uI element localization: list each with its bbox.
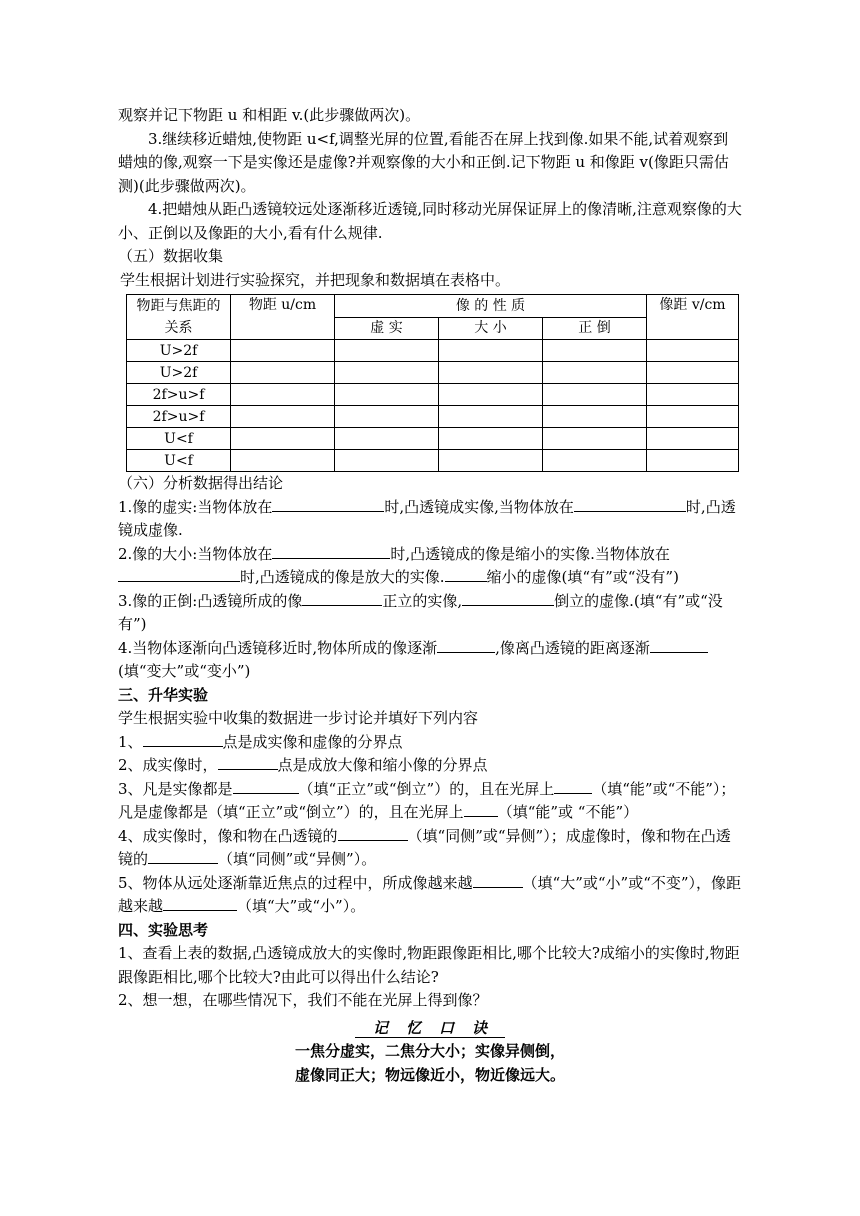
conclusion-2: 2.像的大小:当物体放在 时,凸透镜成的像是缩小的实像.当物体放在时,凸透镜成的像是放大的实像. 缩小的虚像(填“有”或“没有”) xyxy=(118,544,679,586)
header-orientation: 正 倒 xyxy=(543,317,647,340)
header-size: 大 小 xyxy=(439,317,543,340)
table-row xyxy=(127,406,739,428)
cell-orient[interactable] xyxy=(543,384,647,406)
cell-size[interactable] xyxy=(439,384,543,406)
blank[interactable] xyxy=(218,754,278,770)
conclusion-3: 3.像的正倒:凸透镜所成的像 正立的实像, 倒立的虚像.(填“有”或“没有”) xyxy=(118,591,723,633)
header-object-distance: 物距 u/cm xyxy=(231,295,335,340)
cell-size[interactable] xyxy=(439,428,543,450)
sublime-2: 2、成实像时， 点是成放大像和缩小像的分界点 xyxy=(118,756,488,774)
motto-title: 记忆口诀 xyxy=(118,1017,742,1041)
cell-orient[interactable] xyxy=(543,428,647,450)
blank[interactable] xyxy=(143,731,223,747)
table-row xyxy=(127,428,739,450)
row-condition: 2f>u>f xyxy=(127,384,231,406)
section-3-text: 学生根据实验中收集的数据进一步讨论并填好下列内容 xyxy=(118,709,479,727)
cell-size[interactable] xyxy=(439,362,543,384)
header-image-nature: 像 的 性 质 xyxy=(335,295,647,318)
blank[interactable] xyxy=(302,590,382,606)
cell-v[interactable] xyxy=(647,340,739,362)
blank[interactable] xyxy=(462,590,554,606)
sublime-4: 4、成实像时，像和物在凸透镜的 （填“同侧”或“异侧”）；成虚像时，像和物在凸透镜的 （填“同侧”或“异侧”）。 xyxy=(118,826,731,868)
blank[interactable] xyxy=(233,778,299,794)
worksheet-content xyxy=(118,104,742,1087)
blank[interactable] xyxy=(118,566,240,582)
cell-orient[interactable] xyxy=(543,450,647,472)
section-6-title: （六）分析数据得出结论 xyxy=(118,474,284,492)
section-5-title: （五）数据收集 xyxy=(118,247,224,265)
header-real-virtual: 虚 实 xyxy=(335,317,439,340)
blank[interactable] xyxy=(554,778,592,794)
row-condition: U<f xyxy=(127,428,231,450)
cell-v[interactable] xyxy=(647,450,739,472)
cell-real[interactable] xyxy=(335,450,439,472)
sublime-1: 1、 点是成实像和虚像的分界点 xyxy=(118,732,403,751)
cell-v[interactable] xyxy=(647,362,739,384)
table-row xyxy=(127,450,739,472)
conclusion-4: 4.当物体逐渐向凸透镜移近时,物体所成的像逐渐 ,像离凸透镜的距离逐渐(填“变大”或“变小”) xyxy=(118,637,742,684)
step-3: 3.继续移近蜡烛,使物距 u<f,调整光屏的位置,看能否在屏上找到像.如果不能,试着观察到蜡烛的像,观察一下是实像还是虚像?并观察像的大小和正倒.记下物距 u 和像距 v(像距只需估测)(此步骤做两次)。 xyxy=(118,129,729,195)
cell-v[interactable] xyxy=(647,384,739,406)
blank[interactable] xyxy=(650,637,708,653)
cell-real[interactable] xyxy=(335,428,439,450)
cell-u[interactable] xyxy=(231,362,335,384)
cell-orient[interactable] xyxy=(543,340,647,362)
cell-size[interactable] xyxy=(439,340,543,362)
question-1: 1、查看上表的数据,凸透镜成放大的实像时,物距跟像距相比,哪个比较大?成缩小的实像时,物距跟像距相比,哪个比较大?由此可以得出什么结论? xyxy=(118,944,740,986)
sublime-3: 3、凡是实像都是 （填“正立”或“倒立”）的，且在光屏上 （填“能”或“不能”）；凡是虚像都是（填“正立”或“倒立”）的，且在光屏上 （填“能”或 “不能”） xyxy=(118,779,736,821)
blank[interactable] xyxy=(163,895,237,911)
blank[interactable] xyxy=(437,637,495,653)
question-2: 2、想一想，在哪些情况下，我们不能在光屏上得到像？ xyxy=(118,991,488,1009)
blank[interactable] xyxy=(272,543,390,559)
step-4: 4.把蜡烛从距凸透镜较远处逐渐移近透镜,同时移动光屏保证屏上的像清晰,注意观察像的大小、正倒以及像距的大小,看有什么规律. xyxy=(118,200,742,242)
header-relation: 物距与焦距的关系 xyxy=(127,295,231,340)
cell-real[interactable] xyxy=(335,340,439,362)
cell-u[interactable] xyxy=(231,428,335,450)
row-condition: U>2f xyxy=(127,340,231,362)
motto-line-2: 虚像同正大；物远像近小，物近像远大。 xyxy=(294,1065,565,1084)
cell-u[interactable] xyxy=(231,340,335,362)
blank[interactable] xyxy=(464,801,498,817)
motto-line-1: 一焦分虚实，二焦分大小；实像异侧倒， xyxy=(294,1042,565,1060)
cell-size[interactable] xyxy=(439,406,543,428)
row-condition: U<f xyxy=(127,450,231,472)
section-5-text: 学生根据计划进行实验探究，并把现象和数据填在表格中。 xyxy=(120,270,511,289)
blank[interactable] xyxy=(338,825,408,841)
row-condition: U>2f xyxy=(127,362,231,384)
table-row xyxy=(127,384,739,406)
conclusion-1: 1.像的虚实:当物体放在 时,凸透镜成实像,当物体放在 时,凸透镜成虚像. xyxy=(118,497,736,539)
section-4-title: 四、实验思考 xyxy=(118,920,209,939)
blank[interactable] xyxy=(574,496,686,512)
cell-u[interactable] xyxy=(231,384,335,406)
intro-continuation: 观察并记下物距 u 和相距 v.(此步骤做两次)。 xyxy=(118,106,421,124)
cell-real[interactable] xyxy=(335,406,439,428)
header-image-distance: 像距 v/cm xyxy=(647,295,739,340)
row-condition: 2f>u>f xyxy=(127,406,231,428)
table-row xyxy=(127,362,739,384)
sublime-5: 5、物体从远处逐渐靠近焦点的过程中，所成像越来越 （填“大”或“小”或“不变”），像距越来越 （填“大”或“小”）。 xyxy=(118,873,742,915)
cell-real[interactable] xyxy=(335,362,439,384)
cell-v[interactable] xyxy=(647,406,739,428)
blank[interactable] xyxy=(272,496,384,512)
blank[interactable] xyxy=(445,566,487,582)
cell-v[interactable] xyxy=(647,428,739,450)
cell-orient[interactable] xyxy=(543,362,647,384)
table-row xyxy=(127,340,739,362)
cell-orient[interactable] xyxy=(543,406,647,428)
section-3-title: 三、升华实验 xyxy=(118,685,209,704)
data-table xyxy=(126,294,739,472)
cell-real[interactable] xyxy=(335,384,439,406)
blank[interactable] xyxy=(473,872,523,888)
cell-u[interactable] xyxy=(231,450,335,472)
cell-u[interactable] xyxy=(231,406,335,428)
cell-size[interactable] xyxy=(439,450,543,472)
blank[interactable] xyxy=(148,848,218,864)
